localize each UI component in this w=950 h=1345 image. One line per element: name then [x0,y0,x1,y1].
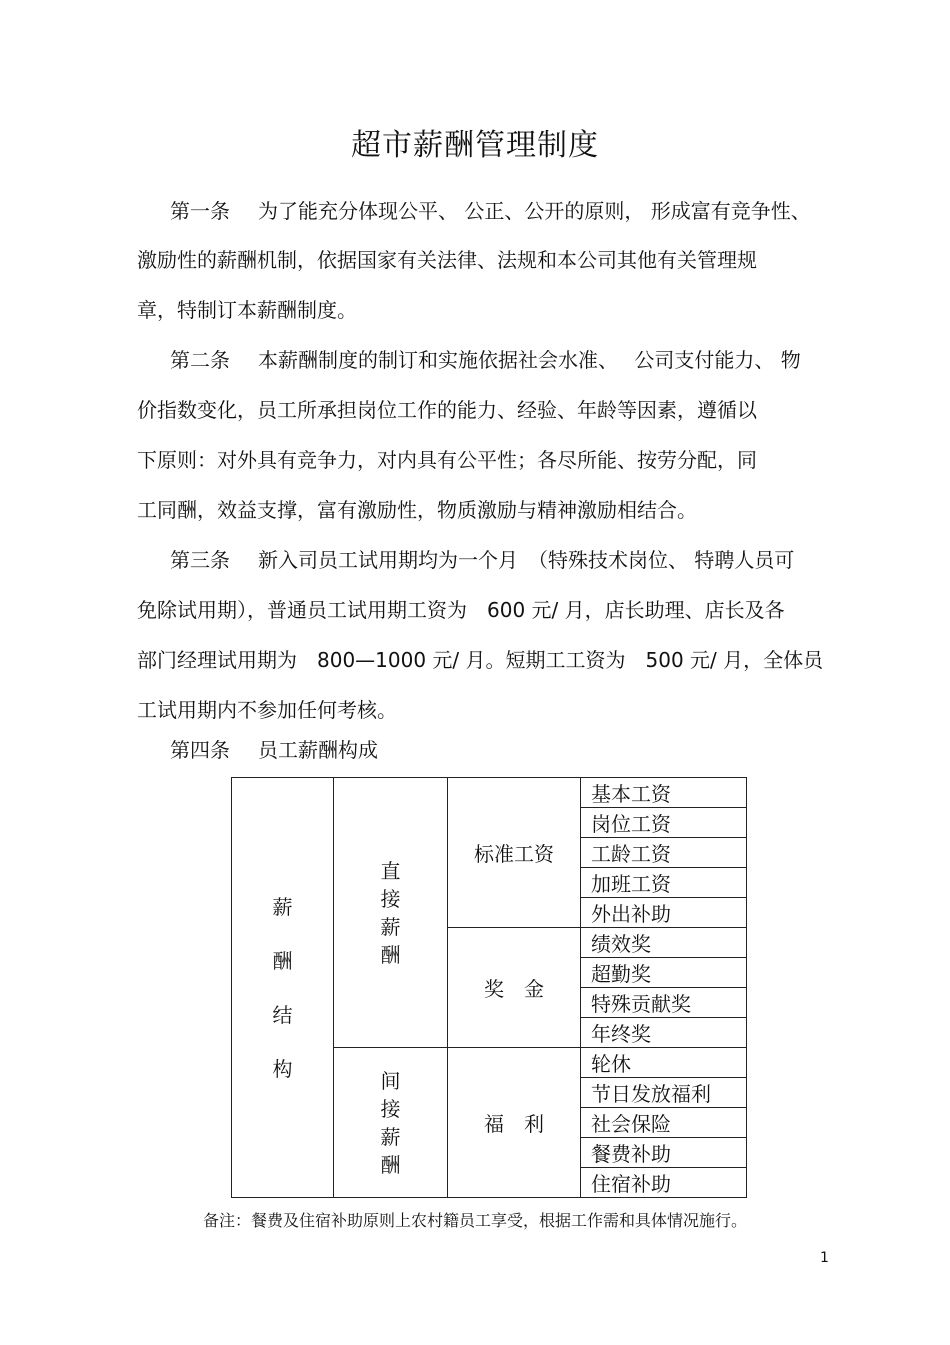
article-3-line-2: 免除试用期），普通员工试用期工资为 600 元/ 月，店长助理、店长及各 [137,598,785,622]
table-item: 特殊贡献奖 [581,988,747,1018]
article-2-line-3: 下原则：对外具有竞争力，对内具有公平性；各尽所能、按劳分配，同 [137,448,757,472]
table-item: 加班工资 [581,868,747,898]
article-4-head: 第四条 [170,738,230,762]
table-item: 年终奖 [581,1018,747,1048]
article-2-line-1 [170,346,801,374]
table-root-label: 薪酬结构 [272,894,293,1081]
table-item: 外出补助 [581,898,747,928]
table-item: 工龄工资 [581,838,747,868]
direct-pay-cell [334,778,448,1048]
table-item: 住宿补助 [581,1168,747,1198]
table-item: 节日发放福利 [581,1078,747,1108]
indirect-pay-label: 间接薪酬 [380,1068,401,1177]
indirect-pay-cell [334,1048,448,1198]
article-2-line-4: 工同酬，效益支撑，富有激励性，物质激励与精神激励相结合。 [137,498,697,522]
table-item: 轮休 [581,1048,747,1078]
footnote: 备注：餐费及住宿补助原则上农村籍员工享受，根据工作需和具体情况施行。 [202,1211,747,1230]
standard-wage-cell: 标准工资 [448,778,581,928]
article-4-line-1 [170,736,378,764]
welfare-cell: 福 利 [448,1048,581,1198]
page-title: 超市薪酬管理制度 [351,128,599,163]
page-number: 1 [820,1250,829,1266]
article-3-line-4: 工试用期内不参加任何考核。 [137,698,397,722]
article-3-head: 第三条 [170,548,230,572]
direct-pay-label: 直接薪酬 [380,858,401,967]
table-item: 绩效奖 [581,928,747,958]
table-item: 岗位工资 [581,808,747,838]
article-3-line-1 [170,546,794,574]
article-1-line-2: 激励性的薪酬机制，依据国家有关法律、法规和本公司其他有关管理规 [137,248,757,272]
article-2-line-2: 价指数变化，员工所承担岗位工作的能力、经验、年龄等因素，遵循以 [137,398,757,422]
article-2-head: 第二条 [170,348,230,372]
table-item: 基本工资 [581,778,747,808]
article-1-text-1: 为了能充分体现公平、 公正、公开的原则， 形成富有竞争性、 [258,199,811,223]
article-1-line-1 [170,197,811,225]
article-3-line-3: 部门经理试用期为 800—1000 元/ 月。短期工工资为 500 元/ 月，全体员 [137,648,824,672]
table-root-cell [232,778,334,1198]
article-1-head: 第一条 [170,199,230,223]
salary-structure-table [231,777,747,1198]
article-1-line-3: 章，特制订本薪酬制度。 [137,298,357,322]
table-item: 超勤奖 [581,958,747,988]
table-item: 社会保险 [581,1108,747,1138]
article-2-text-1: 本薪酬制度的制订和实施依据社会水准、 公司支付能力、 物 [258,348,801,372]
article-3-text-1: 新入司员工试用期均为一个月 （特殊技术岗位、 特聘人员可 [258,548,795,572]
article-4-text-1: 员工薪酬构成 [258,738,378,762]
table-item: 餐费补助 [581,1138,747,1168]
bonus-cell: 奖 金 [448,928,581,1048]
